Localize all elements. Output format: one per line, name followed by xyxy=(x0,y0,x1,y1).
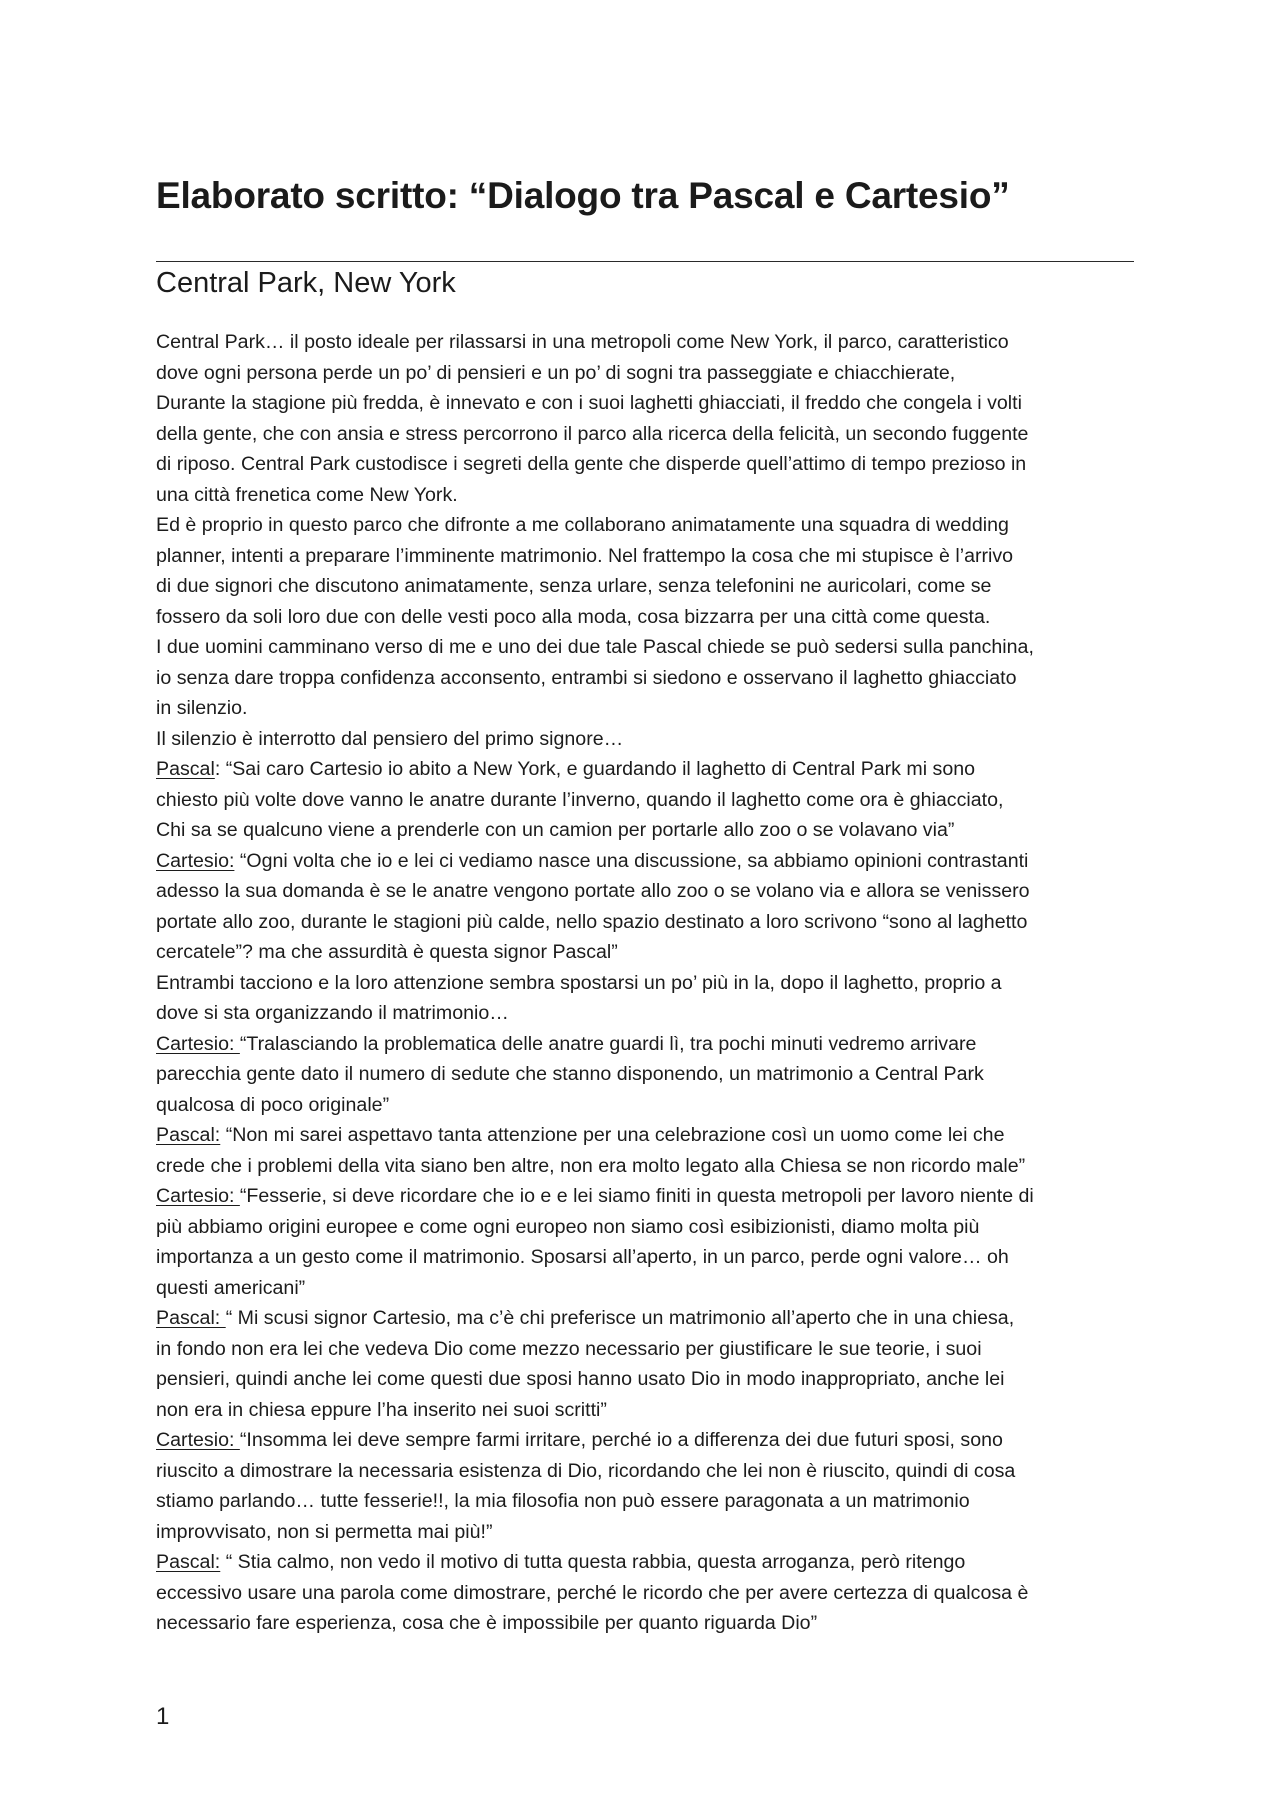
line-text: chiesto più volte dove vanno le anatre durante l’inverno, quando il laghetto come ora è ghiacciato, xyxy=(156,789,1004,811)
text-line xyxy=(156,1364,1146,1395)
line-text: in silenzio. xyxy=(156,697,248,719)
line-text: : “Sai caro Cartesio io abito a New York, e guardando il laghetto di Central Park mi sono xyxy=(214,758,976,780)
line-text: una città frenetica come New York. xyxy=(156,484,458,506)
line-text: importanza a un gesto come il matrimonio. Sposarsi all’aperto, in un parco, perde ogni valore… oh xyxy=(156,1246,1009,1268)
speaker-label: Cartesio: xyxy=(156,1185,240,1207)
text-line xyxy=(156,1059,1146,1090)
page-number: 1 xyxy=(156,1703,170,1730)
line-text: “Non mi sarei aspettavo tanta attenzione per una celebrazione così un uomo come lei che xyxy=(220,1124,1005,1146)
line-text: “Insomma lei deve sempre farmi irritare, perché io a differenza dei due futuri sposi, sono xyxy=(239,1429,1003,1451)
line-text: in fondo non era lei che vedeva Dio come mezzo necessario per giustificare le sue teorie, i suoi xyxy=(156,1338,982,1360)
line-text: questi americani” xyxy=(156,1277,306,1299)
text-line xyxy=(156,1456,1146,1486)
line-text: di riposo. Central Park custodisce i segreti della gente che disperde quell’attimo di tempo prezioso in xyxy=(156,453,1027,475)
text-line xyxy=(156,358,1146,388)
text-line xyxy=(156,998,1146,1029)
line-text: “Tralasciando la problematica delle anatre guardi lì, tra pochi minuti vedremo arrivare xyxy=(239,1033,977,1055)
text-line xyxy=(156,1212,1146,1242)
line-text: “Ogni volta che io e lei ci vediamo nasce una discussione, sa abbiamo opinioni contrastanti xyxy=(234,850,1029,872)
line-text: “Fesserie, si deve ricordare che io e e lei siamo finiti in questa metropoli per lavoro niente di xyxy=(239,1185,1034,1207)
line-text: “ Stia calmo, non vedo il motivo di tutta questa rabbia, questa arroganza, però ritengo xyxy=(220,1551,966,1573)
line-text: riuscito a dimostrare la necessaria esistenza di Dio, ricordando che lei non è riuscito, quindi di cosa xyxy=(156,1460,1016,1482)
text-line xyxy=(156,1242,1146,1273)
line-text: più abbiamo origini europee e come ogni europeo non siamo così esibizionisti, diamo molta più xyxy=(156,1216,980,1238)
line-text: Chi sa se qualcuno viene a prenderle con un camion per portarle allo zoo o se volavano via” xyxy=(156,819,955,841)
speaker-label: Pascal: xyxy=(156,1307,226,1329)
text-line xyxy=(156,1090,1146,1120)
text-line xyxy=(156,1547,1146,1578)
text-line xyxy=(156,846,1146,876)
text-line xyxy=(156,632,1146,663)
text-line xyxy=(156,754,1146,785)
speaker-label: Cartesio: xyxy=(156,850,235,872)
line-text: di due signori che discutono animatamente, senza urlare, senza telefonini ne auricolari, come se xyxy=(156,575,992,597)
speaker-label: Cartesio: xyxy=(156,1033,240,1055)
speaker-label: Pascal: xyxy=(156,1551,221,1573)
text-line xyxy=(156,937,1146,968)
text-line xyxy=(156,1517,1146,1547)
line-text: della gente, che con ansia e stress percorrono il parco alla ricerca della felicità, un secondo fuggente xyxy=(156,423,1029,445)
text-line xyxy=(156,1425,1146,1456)
line-text: pensieri, quindi anche lei come questi due sposi hanno usato Dio in modo inappropriato, anche lei xyxy=(156,1368,1005,1390)
line-text: fossero da soli loro due con delle vesti poco alla moda, cosa bizzarra per una città come questa. xyxy=(156,606,991,628)
text-line xyxy=(156,815,1146,846)
text-line xyxy=(156,1486,1146,1517)
text-line xyxy=(156,1273,1146,1303)
text-line xyxy=(156,1395,1146,1425)
text-line xyxy=(156,1578,1146,1608)
text-line xyxy=(156,1029,1146,1059)
line-text: Entrambi tacciono e la loro attenzione sembra spostarsi un po’ più in la, dopo il laghetto, proprio a xyxy=(156,972,1002,994)
text-line xyxy=(156,1181,1146,1212)
text-line xyxy=(156,571,1146,602)
line-text: eccessivo usare una parola come dimostrare, perché le ricordo che per avere certezza di qualcosa è xyxy=(156,1582,1029,1604)
text-line xyxy=(156,1303,1146,1334)
speaker-label: Cartesio: xyxy=(156,1429,240,1451)
speaker-label: Pascal xyxy=(156,758,215,780)
text-line xyxy=(156,449,1146,480)
text-line xyxy=(156,1334,1146,1364)
text-line xyxy=(156,663,1146,693)
text-line xyxy=(156,541,1146,571)
line-text: io senza dare troppa confidenza acconsento, entrambi si siedono e osservano il laghetto ghiacciato xyxy=(156,667,1017,689)
line-text: necessario fare esperienza, cosa che è impossibile per quanto riguarda Dio” xyxy=(156,1612,818,1634)
line-text: crede che i problemi della vita siano ben altre, non era molto legato alla Chiesa se non ricordo male” xyxy=(156,1155,1026,1177)
text-line xyxy=(156,327,1146,358)
section-heading: Central Park, New York xyxy=(156,267,456,299)
line-text: parecchia gente dato il numero di sedute che stanno disponendo, un matrimonio a Central Park xyxy=(156,1063,984,1085)
line-text: improvvisato, non si permetta mai più!” xyxy=(156,1521,493,1543)
text-line xyxy=(156,419,1146,449)
text-line xyxy=(156,480,1146,510)
title-divider xyxy=(156,261,1134,262)
text-line xyxy=(156,1608,1146,1639)
speaker-label: Pascal: xyxy=(156,1124,221,1146)
text-line xyxy=(156,388,1146,419)
line-text: cercatele”? ma che assurdità è questa signor Pascal” xyxy=(156,941,618,963)
text-line xyxy=(156,1120,1146,1151)
line-text: qualcosa di poco originale” xyxy=(156,1094,390,1116)
document-title: Elaborato scritto: “Dialogo tra Pascal e Cartesio” xyxy=(156,175,1010,216)
text-line xyxy=(156,968,1146,998)
text-line xyxy=(156,785,1146,815)
text-line xyxy=(156,724,1146,754)
text-line xyxy=(156,876,1146,907)
line-text: dove ogni persona perde un po’ di pensieri e un po’ di sogni tra passeggiate e chiacchierate, xyxy=(156,362,956,384)
line-text: stiamo parlando… tutte fesserie!!, la mia filosofia non può essere paragonata a un matrimonio xyxy=(156,1490,970,1512)
line-text: “ Mi scusi signor Cartesio, ma c’è chi preferisce un matrimonio all’aperto che in una chiesa, xyxy=(225,1307,1015,1329)
line-text: I due uomini camminano verso di me e uno dei due tale Pascal chiede se può sedersi sulla panchina, xyxy=(156,636,1034,658)
line-text: Ed è proprio in questo parco che difronte a me collaborano animatamente una squadra di wedding xyxy=(156,514,1009,536)
line-text: adesso la sua domanda è se le anatre vengono portate allo zoo o se volano via e allora se venissero xyxy=(156,880,1030,902)
line-text: Il silenzio è interrotto dal pensiero del primo signore… xyxy=(156,728,624,750)
document-body xyxy=(156,327,1146,1639)
line-text: planner, intenti a preparare l’imminente matrimonio. Nel frattempo la cosa che mi stupisce è l’arrivo xyxy=(156,545,1014,567)
line-text: portate allo zoo, durante le stagioni più calde, nello spazio destinato a loro scrivono “sono al laghetto xyxy=(156,911,1028,933)
text-line xyxy=(156,907,1146,937)
text-line xyxy=(156,693,1146,724)
line-text: Durante la stagione più fredda, è innevato e con i suoi laghetti ghiacciati, il freddo che congela i volti xyxy=(156,392,1022,414)
text-line xyxy=(156,1151,1146,1181)
line-text: Central Park… il posto ideale per rilassarsi in una metropoli come New York, il parco, caratteristico xyxy=(156,331,1009,353)
line-text: non era in chiesa eppure l’ha inserito nei suoi scritti” xyxy=(156,1399,607,1421)
line-text: dove si sta organizzando il matrimonio… xyxy=(156,1002,509,1024)
text-line xyxy=(156,510,1146,541)
text-line xyxy=(156,602,1146,632)
